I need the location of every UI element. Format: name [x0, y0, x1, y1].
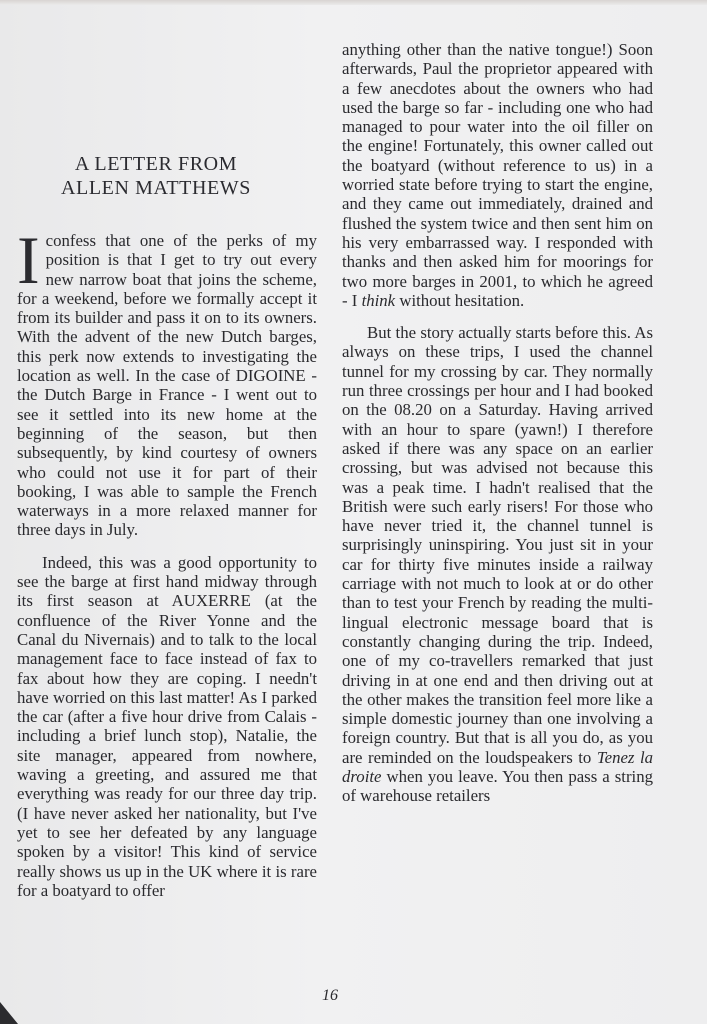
paragraph-3-text-b: without hesitation. [395, 290, 525, 310]
paragraph-4-text-b: when you leave. You then pass a string of warehouse retailers [342, 766, 653, 806]
right-column [342, 40, 653, 806]
page-top-edge [0, 0, 707, 5]
page-corner-shadow [0, 1002, 18, 1024]
article-title-line-1: A LETTER FROM [74, 153, 238, 175]
paragraph-3-emphasis: think [361, 290, 396, 310]
paragraph-2: Indeed, this was a good opportunity to see the barge at first hand midway through its first season at AUXERRE (at the confluence of the River Yonne and the Canal du Nivernais) and to talk to the local management face to face instead of fax to fax about how they are coping. I needn't have worried on this last matter! As I parked the car (after a five hour drive from Calais - including a brief lunch stop), Natalie, the site manager, appeared from nowhere, waving a greeting, and assured me that everything was ready for our three day trip. (I have never asked her nationality, but I've yet to see her defeated by any language spoken by a visitor! This kind of service really shows us up in the UK where it is rare for a boatyard to offer [17, 552, 317, 900]
paragraph-4 [342, 323, 653, 805]
article-title-line-2: ALLEN MATTHEWS [60, 177, 252, 199]
paragraph-4-emphasis: Tenez la droite [342, 747, 653, 786]
paragraph-3 [342, 40, 653, 310]
paragraph-1-text: confess that one of the perks of my position is that I get to try out every new narrow boat that joins the scheme, for a weekend, before we formally accept it from its builder and pass it on to its owners. With the advent of the new Dutch barges, this perk now extends to investigating the location as well. In the case of DIGOINE - the Dutch Barge in France - I went out to see it settled into its new home at the beginning of the season, but then subsequently, by kind courtesy of owners who could not use it for part of their booking, I was able to sample the French waterways in a more relaxed manner for three days in July. [17, 231, 317, 540]
drop-cap: I [17, 222, 40, 298]
paragraph-3-text-a: anything other than the native tongue!) Soon afterwards, Paul the proprietor appeared with a few anecdotes about the owners who had used the barge so far - including one who had managed to pour water into the oil filler on the engine! Fortunately, this owner called out the boatyard (without reference to us) in a worried state before trying to start the engine, and they came out immediately, drained and flushed the system twice and then sent him on his very embarrassed way. I responded with thanks and then asked him for moorings for two more barges in 2001, to which he agreed - I [342, 40, 653, 310]
page-number: 16 [322, 987, 338, 1004]
left-column [17, 222, 317, 900]
paragraph-4-text-a: But the story actually starts before this. As always on these trips, I used the channel tunnel for my crossing by car. They normally run three crossings per hour and I had booked on the 08.20 on a Saturday. Having arrived with an hour to spare (yawn!) I therefore asked if there was any space on an earlier crossing, but was advised not because this was a peak time. I hadn't realised that the British were such early risers! For those who have never tried it, the channel tunnel is surprisingly uninspiring. You just sit in your car for thirty five minutes inside a railway carriage with not much to look at or do other than to test your French by reading the multi-lingual electronic message board that is constantly changing during the trip. Indeed, one of my co-travellers remarked that just driving in at one end and then driving out at the other makes the transition feel more like a simple domestic journey than one involving a foreign country. But that is all you do, as you are reminded on the loudspeakers to [342, 323, 653, 767]
paragraph-1 [17, 222, 317, 540]
article-title [20, 152, 292, 200]
